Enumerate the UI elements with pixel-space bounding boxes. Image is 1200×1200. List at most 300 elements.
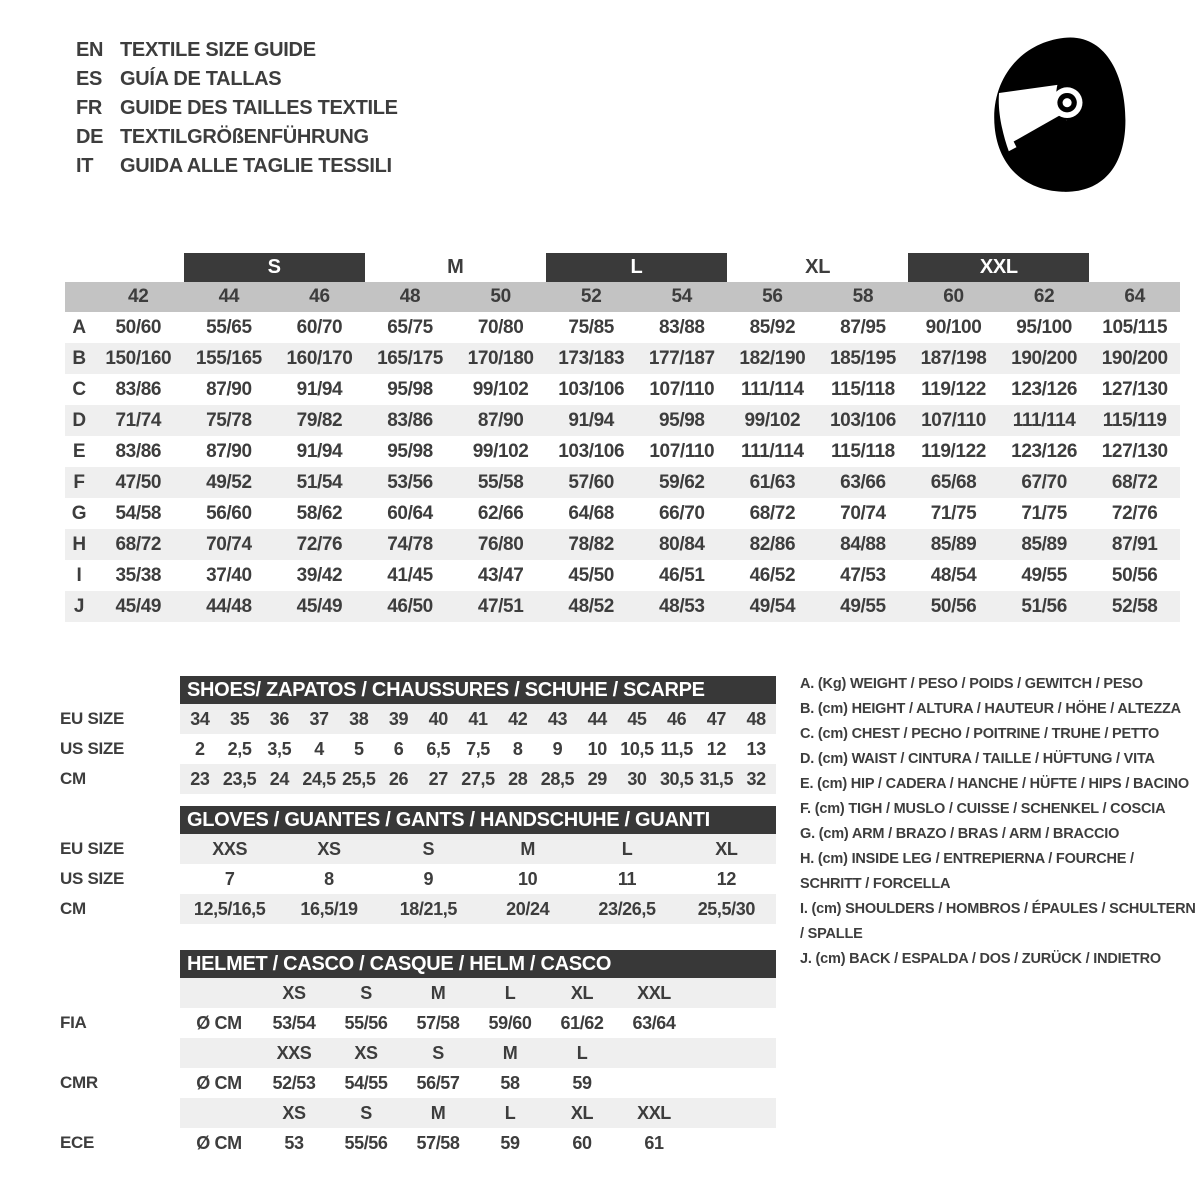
row-label: H [72, 533, 86, 555]
value-cell: 30,5 [659, 768, 694, 789]
language-title: TEXTILGRÖßENFÜHRUNG [120, 126, 369, 148]
value-cell: 23/26,5 [598, 898, 656, 919]
value-cell: 32 [746, 768, 766, 789]
language-row [76, 152, 398, 181]
measurement-cell: 103/106 [558, 378, 625, 400]
measurement-cell: 105/115 [1102, 316, 1168, 338]
measurement-cell: 56/60 [206, 502, 252, 524]
measurement-cell: 190/200 [1101, 347, 1168, 369]
row-header: FIA [60, 1013, 87, 1032]
spacer [60, 794, 776, 806]
measurement-cell: 72/76 [296, 533, 343, 555]
size-group-label: XL [805, 256, 831, 278]
measurement-cell: 49/55 [840, 595, 886, 617]
measurement-cell: 39/42 [296, 564, 343, 586]
measurement-row [65, 436, 1180, 467]
accessory-tables [60, 676, 776, 1158]
measurement-cell: 45/50 [568, 564, 614, 586]
shoes-size-table [60, 676, 776, 794]
value-cell: 12,5/16,5 [193, 898, 266, 919]
measurement-cell: 87/95 [840, 316, 886, 338]
measurement-cell: 65/68 [930, 471, 977, 493]
measurement-cell: 91/94 [296, 440, 343, 462]
measurement-cell: 111/114 [740, 378, 804, 400]
size-number: 64 [1124, 286, 1145, 307]
legend-entry: G. (cm) ARM / BRAZO / BRAS / ARM / BRACCIO [800, 826, 1120, 842]
measurement-cell: 47/50 [115, 471, 162, 493]
size-number: 52 [580, 286, 602, 307]
value-cell: 52/53 [272, 1072, 316, 1093]
measurement-cell: 103/106 [558, 440, 625, 462]
measurement-cell: 160/170 [286, 347, 353, 369]
row-header [60, 1038, 180, 1068]
measurement-cell: 173/183 [558, 347, 625, 369]
size-cell: XS [282, 1102, 306, 1123]
value-cell: 40 [428, 708, 448, 729]
measurement-cell: 115/119 [1102, 409, 1167, 431]
measurement-cell: 63/66 [840, 471, 886, 493]
value-cell: XXS [212, 838, 248, 859]
value-cell: 43 [547, 708, 568, 729]
language-row [76, 65, 398, 94]
value-cell: 24 [269, 768, 289, 789]
measurement-cell: 57/60 [568, 471, 614, 493]
size-cell: L [504, 982, 516, 1003]
measurement-cell: 127/130 [1101, 378, 1168, 400]
size-group-bar: XXL [908, 253, 1089, 282]
value-cell: 37 [309, 708, 329, 729]
measurement-cell: 61/63 [749, 471, 796, 493]
measurement-cell: 91/94 [296, 378, 343, 400]
measurement-cell: 45/49 [115, 595, 162, 617]
measurement-cell: 187/198 [920, 347, 987, 369]
measurement-cell: 185/195 [830, 347, 896, 369]
value-cell: 47 [706, 708, 727, 729]
measurement-cell: 35/38 [115, 564, 162, 586]
measurement-cell: 165/175 [377, 347, 443, 369]
size-number: 54 [671, 286, 693, 307]
value-cell: 59/60 [488, 1012, 532, 1033]
size-cell: S [360, 1102, 372, 1123]
measurement-cell: 83/86 [115, 440, 162, 462]
size-cell: M [502, 1042, 518, 1063]
measurement-cell: 123/126 [1011, 378, 1078, 400]
value-cell: 18/21,5 [399, 898, 457, 919]
measurement-cell: 50/56 [930, 595, 977, 617]
row-cells [180, 1068, 776, 1098]
row-label: J [73, 595, 85, 617]
measurement-row [65, 498, 1180, 529]
measurement-cell: 123/126 [1011, 440, 1078, 462]
value-cell: M [520, 838, 535, 859]
value-cell: 60 [572, 1132, 592, 1153]
language-code: EN [76, 39, 104, 61]
measurement-cell: 70/74 [840, 502, 886, 524]
row-cells [180, 734, 776, 764]
size-cell: XL [570, 1102, 594, 1123]
value-cell: 59 [572, 1072, 592, 1093]
value-cell: XS [317, 838, 341, 859]
measurement-cell: 75/85 [568, 316, 614, 338]
table-row [60, 834, 776, 864]
size-group-row [65, 253, 1180, 282]
measurement-cell: 119/122 [921, 440, 986, 462]
value-cell: 34 [190, 708, 210, 729]
measurement-cell: 190/200 [1011, 347, 1078, 369]
value-cell: L [621, 838, 633, 859]
row-cells [180, 978, 776, 1008]
measurement-cell: 87/90 [477, 409, 524, 431]
value-cell: 42 [508, 708, 528, 729]
value-cell: 11 [617, 868, 637, 889]
measurement-cell: 95/98 [659, 409, 705, 431]
size-cell: XXS [276, 1042, 312, 1063]
section-title: HELMET / CASCO / CASQUE / HELM / CASCO [180, 950, 776, 978]
measurement-cell: 62/66 [477, 502, 524, 524]
measurement-cell: 107/110 [921, 409, 986, 431]
value-cell: 6 [393, 738, 404, 759]
measurement-cell: 70/80 [477, 316, 524, 338]
row-cells [180, 894, 776, 924]
measurement-cell: 150/160 [105, 347, 172, 369]
measurement-cell: 43/47 [477, 564, 524, 586]
helmet-size-table [60, 950, 776, 1158]
measurement-cell: 91/94 [568, 409, 614, 431]
measurement-cell: 83/88 [659, 316, 705, 338]
legend-entry: H. (cm) INSIDE LEG / ENTREPIERNA / FOURCHE / SCHRITT / FORCELLA [800, 851, 1134, 892]
row-header: CM [60, 899, 86, 918]
size-number: 42 [128, 286, 149, 307]
gloves-size-table [60, 806, 776, 924]
helmet-value-row [60, 1128, 776, 1158]
measurement-row [65, 560, 1180, 591]
racing-helmet-icon [978, 30, 1140, 202]
measurement-cell: 76/80 [477, 533, 524, 555]
value-cell: 57/58 [416, 1132, 460, 1153]
legend-entry: D. (cm) WAIST / CINTURA / TAILLE / HÜFTUNG / VITA [800, 751, 1155, 767]
value-cell: 57/58 [416, 1012, 460, 1033]
measurement-cell: 71/75 [930, 502, 977, 524]
value-cell: 55/56 [344, 1012, 388, 1033]
measurement-cell: 48/54 [930, 564, 977, 586]
measurement-cell: 65/75 [387, 316, 433, 338]
measurement-cell: 50/60 [115, 316, 162, 338]
value-cell: XL [715, 838, 738, 859]
helmet-size-row [60, 1038, 776, 1068]
value-cell: 13 [746, 738, 766, 759]
row-cells [180, 764, 776, 794]
value-cell: 61/62 [560, 1012, 604, 1033]
row-cells [180, 864, 776, 894]
value-cell: 10 [587, 738, 607, 759]
measurement-cell: 47/51 [477, 595, 524, 617]
row-label: I [76, 564, 82, 586]
measurement-cell: 119/122 [921, 378, 986, 400]
row-label: F [73, 471, 85, 493]
table-row [60, 894, 776, 924]
measurement-cell: 55/58 [477, 471, 524, 493]
legend-entry: E. (cm) HIP / CADERA / HANCHE / HÜFTE / HIPS / BACINO [800, 776, 1189, 792]
value-cell: 39 [388, 708, 409, 729]
language-code: DE [76, 126, 104, 148]
value-cell: 46 [667, 708, 687, 729]
measurement-cell: 111/114 [740, 440, 804, 462]
measurement-cell: 107/110 [649, 440, 715, 462]
size-number: 44 [218, 286, 240, 307]
value-cell: 10 [518, 868, 538, 889]
row-cells [180, 1008, 776, 1038]
value-cell: 45 [627, 708, 647, 729]
measurement-legend [800, 672, 1198, 972]
measurement-cell: 115/118 [831, 440, 895, 462]
value-cell: 41 [468, 708, 488, 729]
row-label: G [71, 502, 87, 524]
value-cell: 29 [587, 768, 607, 789]
corner-spacer [65, 253, 93, 282]
row-label: B [72, 347, 86, 369]
measurement-cell: 45/49 [296, 595, 343, 617]
measurement-cell: 90/100 [925, 316, 982, 338]
measurement-cell: 55/65 [206, 316, 252, 338]
measurement-cell: 41/45 [387, 564, 433, 586]
measurement-cell: 68/72 [115, 533, 162, 555]
size-number: 56 [762, 286, 783, 307]
value-cell: S [422, 838, 435, 859]
measurement-cell: 46/52 [749, 564, 796, 586]
value-cell: 59 [500, 1132, 520, 1153]
language-title-list [76, 36, 398, 181]
measurement-cell: 170/180 [467, 347, 534, 369]
value-cell: 9 [423, 868, 434, 889]
row-cells [180, 834, 776, 864]
legend-entry: J. (cm) BACK / ESPALDA / DOS / ZURÜCK / INDIETRO [800, 951, 1161, 967]
value-cell: 24,5 [302, 768, 336, 789]
value-cell: 27 [428, 768, 448, 789]
measurement-cell: 127/130 [1101, 440, 1168, 462]
measurement-rows [65, 312, 1180, 622]
measurement-cell: 60/70 [296, 316, 343, 338]
measurement-cell: 107/110 [649, 378, 715, 400]
value-cell: 2 [195, 738, 205, 759]
value-cell: 58 [500, 1072, 520, 1093]
measurement-cell: 103/106 [830, 409, 896, 431]
value-cell: 10,5 [620, 738, 654, 759]
language-title: TEXTILE SIZE GUIDE [120, 39, 316, 61]
size-cell: XS [354, 1042, 378, 1063]
measurement-cell: 47/53 [840, 564, 886, 586]
measurement-cell: 51/54 [296, 471, 343, 493]
value-cell: 2,5 [227, 738, 252, 759]
legend-entry: A. (Kg) WEIGHT / PESO / POIDS / GEWITCH / PESO [800, 676, 1143, 692]
size-cell: XXL [637, 982, 671, 1003]
helmet-value-row [60, 1068, 776, 1098]
measurement-cell: 46/50 [387, 595, 433, 617]
row-header: ECE [60, 1133, 95, 1152]
measurement-cell: 51/56 [1021, 595, 1067, 617]
language-title: GUIDA ALLE TAGLIE TESSILI [120, 155, 392, 177]
measurement-row [65, 374, 1180, 405]
measurement-cell: 58/62 [296, 502, 343, 524]
measurement-cell: 87/91 [1111, 533, 1158, 555]
size-number: 50 [490, 286, 511, 307]
measurement-cell: 84/88 [840, 533, 886, 555]
language-row [76, 36, 398, 65]
measurement-row [65, 312, 1180, 343]
value-cell: 20/24 [506, 898, 550, 919]
value-cell: 56/57 [416, 1072, 460, 1093]
measurement-cell: 111/114 [1012, 409, 1076, 431]
row-header: CMR [60, 1073, 98, 1092]
unit-label: Ø CM [196, 1132, 242, 1153]
value-cell: 55/56 [344, 1132, 388, 1153]
measurement-cell: 49/52 [206, 471, 252, 493]
measurement-cell: 177/187 [648, 347, 715, 369]
value-cell: 8 [324, 868, 334, 889]
measurement-cell: 60/64 [387, 502, 433, 524]
spacer [60, 924, 776, 950]
measurement-cell: 68/72 [1111, 471, 1158, 493]
size-cell: L [576, 1042, 588, 1063]
value-cell: 25,5 [342, 768, 376, 789]
row-label: D [72, 409, 86, 431]
legend-entry: B. (cm) HEIGHT / ALTURA / HAUTEUR / HÖHE / ALTEZZA [800, 701, 1181, 717]
value-cell: 5 [353, 738, 364, 759]
row-header: US SIZE [60, 739, 125, 758]
table-row [60, 864, 776, 894]
value-cell: 4 [314, 738, 324, 759]
value-cell: 30 [627, 768, 647, 789]
value-cell: 26 [388, 768, 409, 789]
table-row [60, 734, 776, 764]
value-cell: 38 [349, 708, 369, 729]
measurement-cell: 99/102 [472, 440, 529, 462]
measurement-cell: 95/98 [387, 378, 433, 400]
helmet-size-row [60, 978, 776, 1008]
size-cell: S [360, 982, 372, 1003]
row-label: A [72, 316, 86, 338]
language-code: ES [76, 68, 103, 90]
size-group-label: M [447, 256, 464, 278]
value-cell: 48 [746, 708, 766, 729]
measurement-cell: 67/70 [1021, 471, 1067, 493]
row-label: C [72, 378, 86, 400]
table-row [60, 764, 776, 794]
unit-label: Ø CM [196, 1012, 242, 1033]
row-header: CM [60, 769, 86, 788]
measurement-row [65, 405, 1180, 436]
value-cell: 6,5 [426, 738, 451, 759]
row-cells [180, 1128, 776, 1158]
size-number-row [65, 282, 1180, 312]
value-cell: 54/55 [344, 1072, 388, 1093]
size-cell: M [430, 982, 446, 1003]
row-header [60, 978, 180, 1008]
value-cell: 7,5 [466, 738, 490, 759]
measurement-cell: 83/86 [387, 409, 433, 431]
legend-entry: F. (cm) TIGH / MUSLO / CUISSE / SCHENKEL / COSCIA [800, 801, 1166, 817]
value-cell: 11,5 [660, 738, 693, 759]
value-cell: 53 [284, 1132, 304, 1153]
measurement-cell: 54/58 [115, 502, 162, 524]
language-title: GUIDE DES TAILLES TEXTILE [120, 97, 398, 119]
value-cell: 16,5/19 [300, 898, 358, 919]
measurement-cell: 64/68 [568, 502, 614, 524]
measurement-cell: 52/58 [1111, 595, 1158, 617]
measurement-cell: 53/56 [387, 471, 433, 493]
measurement-row [65, 343, 1180, 374]
value-cell: 8 [512, 738, 523, 759]
legend-entry: I. (cm) SHOULDERS / HOMBROS / ÉPAULES / SCHULTERN / SPALLE [800, 901, 1196, 942]
size-cell: XL [570, 982, 594, 1003]
value-cell: 12 [706, 738, 727, 759]
helmet-value-row [60, 1008, 776, 1038]
measurement-cell: 46/51 [659, 564, 705, 586]
measurement-cell: 115/118 [831, 378, 895, 400]
row-cells [180, 704, 776, 734]
measurement-cell: 78/82 [568, 533, 614, 555]
measurement-cell: 44/48 [206, 595, 252, 617]
measurement-cell: 99/102 [744, 409, 801, 431]
size-number: 48 [399, 286, 421, 307]
value-cell: 53/54 [272, 1012, 316, 1033]
row-header: EU SIZE [60, 839, 125, 858]
legend-entry: C. (cm) CHEST / PECHO / POITRINE / TRUHE / PETTO [800, 726, 1160, 742]
value-cell: 28,5 [540, 768, 575, 789]
helmet-size-row [60, 1098, 776, 1128]
size-cell: XS [282, 982, 306, 1003]
value-cell: 3,5 [267, 738, 292, 759]
measurement-cell: 49/54 [749, 595, 796, 617]
measurement-cell: 48/53 [659, 595, 705, 617]
measurement-cell: 50/56 [1111, 564, 1158, 586]
measurement-cell: 72/76 [1111, 502, 1158, 524]
size-cell: XXL [637, 1102, 671, 1123]
section-title: GLOVES / GUANTES / GANTS / HANDSCHUHE / GUANTI [180, 806, 776, 834]
size-number: 58 [852, 286, 874, 307]
measurement-cell: 71/74 [115, 409, 162, 431]
size-group-bar: S [184, 253, 365, 282]
value-cell: 63/64 [632, 1012, 676, 1033]
row-header: US SIZE [60, 869, 125, 888]
measurement-cell: 85/92 [749, 316, 796, 338]
measurement-cell: 95/100 [1016, 316, 1072, 338]
table-row [60, 704, 776, 734]
measurement-cell: 87/90 [206, 378, 252, 400]
measurement-cell: 59/62 [659, 471, 705, 493]
measurement-cell: 49/55 [1021, 564, 1067, 586]
measurement-cell: 87/90 [206, 440, 252, 462]
measurement-cell: 95/98 [387, 440, 433, 462]
measurement-cell: 182/190 [739, 347, 806, 369]
measurement-cell: 75/78 [206, 409, 252, 431]
textile-size-table [65, 253, 1180, 622]
measurement-cell: 80/84 [659, 533, 705, 555]
measurement-cell: 68/72 [749, 502, 796, 524]
measurement-row [65, 591, 1180, 622]
value-cell: 61 [644, 1132, 664, 1153]
measurement-cell: 70/74 [206, 533, 252, 555]
row-header [60, 1098, 180, 1128]
measurement-cell: 85/89 [1021, 533, 1067, 555]
measurement-cell: 66/70 [659, 502, 705, 524]
measurement-cell: 82/86 [749, 533, 796, 555]
value-cell: 44 [587, 708, 607, 729]
measurement-cell: 48/52 [568, 595, 614, 617]
measurement-cell: 155/165 [195, 347, 262, 369]
row-cells [180, 1038, 776, 1068]
size-cell: L [504, 1102, 516, 1123]
size-number: 46 [309, 286, 330, 307]
